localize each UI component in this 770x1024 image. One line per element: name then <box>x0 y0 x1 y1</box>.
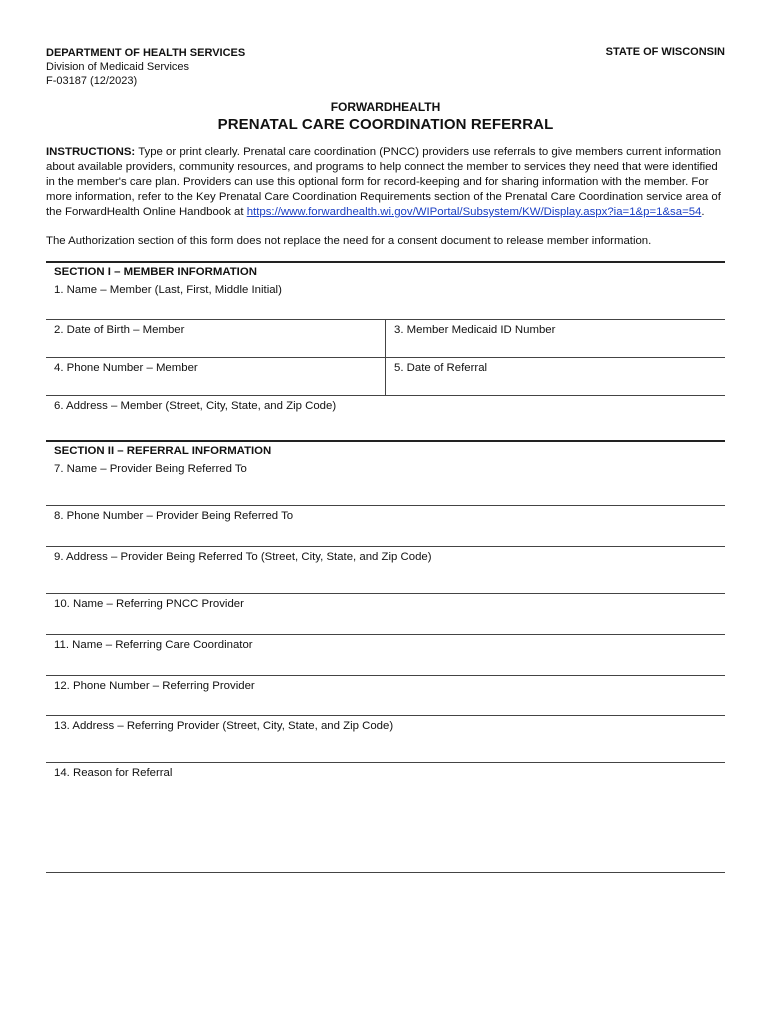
field-member-name[interactable] <box>46 280 725 320</box>
instructions-text: Type or print clearly. Prenatal care coordination (PNCC) providers use referrals to give members current information about available providers, community resources, and programs to help connect the member to services they need that were identified in the member's care plan. Providers can use this optional form for record-keeping and for sharing information with the member. For more information, refer to the Key Prenatal Care Coordination Requirements section of the Prenatal Care Coordination service area of the ForwardHealth Online Handbook at <box>46 146 722 218</box>
field-label: 9. Address – Provider Being Referred To (Street, City, State, and Zip Code) <box>54 551 432 563</box>
form-title: PRENATAL CARE COORDINATION REFERRAL <box>217 116 554 133</box>
instructions-end: . <box>701 206 705 218</box>
form-number: F-03187 (12/2023) <box>46 75 138 87</box>
field-label: 7. Name – Provider Being Referred To <box>54 463 247 475</box>
field-row <box>46 320 725 358</box>
instructions-label: INSTRUCTIONS: <box>46 146 136 158</box>
brand-title: FORWARDHEALTH <box>330 100 441 114</box>
section-title: SECTION II – REFERRAL INFORMATION <box>54 445 272 457</box>
field-provider-address[interactable] <box>46 547 725 594</box>
field-provider-phone[interactable] <box>46 506 725 547</box>
handbook-link[interactable]: https://www.forwardhealth.wi.gov/WIPortal/Subsystem/KW/Display.aspx?ia=1&p=1&sa=54 <box>246 206 702 218</box>
field-label: 3. Member Medicaid ID Number <box>394 324 556 336</box>
section-member-information <box>46 261 725 440</box>
state-name: STATE OF WISCONSIN <box>605 46 725 58</box>
authorization-note: The Authorization section of this form does not replace the need for a consent document to release member information. <box>46 235 652 247</box>
agency-block <box>46 46 245 88</box>
section-title: SECTION I – MEMBER INFORMATION <box>54 266 257 278</box>
field-referring-care-coordinator[interactable] <box>46 635 725 676</box>
field-medicaid-id[interactable] <box>385 320 725 357</box>
field-referring-provider-phone[interactable] <box>46 676 725 716</box>
field-member-address[interactable] <box>46 396 725 440</box>
field-member-phone[interactable] <box>46 358 385 395</box>
field-date-of-referral[interactable] <box>385 358 725 395</box>
field-label: 1. Name – Member (Last, First, Middle Initial) <box>54 284 282 296</box>
field-label: 14. Reason for Referral <box>54 767 173 779</box>
field-label: 8. Phone Number – Provider Being Referred To <box>54 510 294 522</box>
field-label: 13. Address – Referring Provider (Street, City, State, and Zip Code) <box>54 720 394 732</box>
form-header <box>46 0 725 100</box>
field-date-of-birth[interactable] <box>46 320 385 357</box>
field-label: 11. Name – Referring Care Coordinator <box>54 639 253 651</box>
field-label: 4. Phone Number – Member <box>54 362 198 374</box>
field-referring-provider-address[interactable] <box>46 716 725 763</box>
field-label: 12. Phone Number – Referring Provider <box>54 680 255 692</box>
division-name: Division of Medicaid Services <box>46 61 190 73</box>
section-referral-information <box>46 440 725 873</box>
field-label: 6. Address – Member (Street, City, State, and Zip Code) <box>54 400 337 412</box>
field-label: 2. Date of Birth – Member <box>54 324 185 336</box>
field-label: 10. Name – Referring PNCC Provider <box>54 598 244 610</box>
field-referring-pncc-provider[interactable] <box>46 594 725 635</box>
department-name: DEPARTMENT OF HEALTH SERVICES <box>46 47 246 59</box>
field-reason-for-referral[interactable] <box>46 763 725 873</box>
field-row <box>46 358 725 396</box>
field-provider-name[interactable] <box>46 459 725 506</box>
instructions-paragraph <box>46 145 725 220</box>
field-label: 5. Date of Referral <box>394 362 488 374</box>
